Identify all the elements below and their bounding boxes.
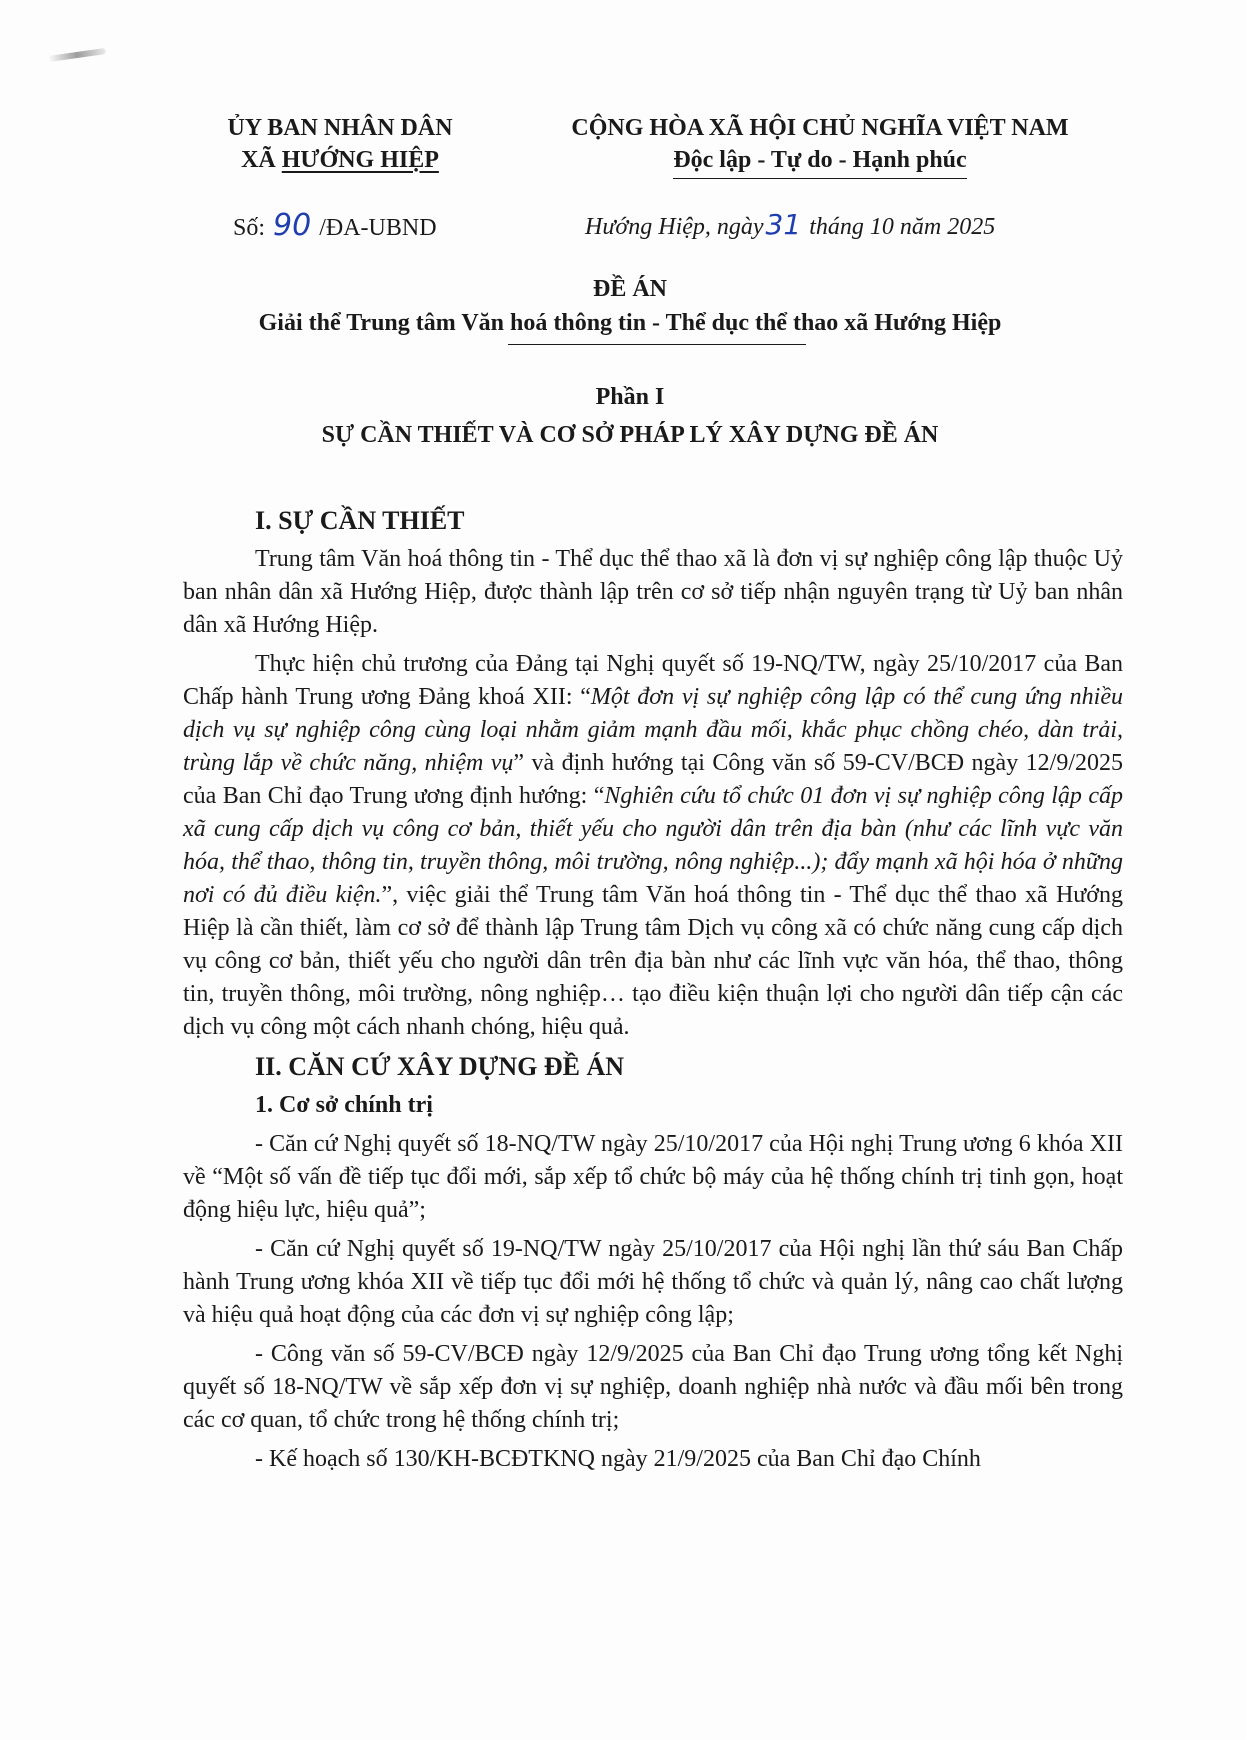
document-date: Hướng Hiệp, ngày31 tháng 10 năm 2025 xyxy=(585,208,996,241)
list-item: - Kế hoạch số 130/KH-BCĐTKNQ ngày 21/9/2025 của Ban Chỉ đạo Chính xyxy=(255,1446,981,1472)
list-item: - Công văn số 59-CV/BCĐ ngày 12/9/2025 của Ban Chỉ đạo Trung ương tổng kết Nghị quyết số 18-NQ/TW về sắp xếp đơn vị sự nghiệp, doanh nghiệp nhà nước và đầu mối bên trong các cơ quan, tổ chức trong hệ thống chính trị; xyxy=(183,1341,1123,1433)
issuing-authority xyxy=(200,112,480,176)
national-motto: Độc lập - Tự do - Hạnh phúc xyxy=(673,144,966,179)
scan-mark xyxy=(48,48,106,62)
handwritten-day: 31 xyxy=(765,208,802,241)
part-title: SỰ CẦN THIẾT VÀ CƠ SỞ PHÁP LÝ XÂY DỰNG ĐỀ ÁN xyxy=(321,422,939,448)
part-heading xyxy=(160,378,1100,454)
list-item: - Căn cứ Nghị quyết số 19-NQ/TW ngày 25/10/2017 của Hội nghị lần thứ sáu Ban Chấp hành Trung ương khóa XII về tiếp tục đổi mới hệ thống tổ chức và quản lý, nâng cao chất lượng và hiệu quả hoạt động của các đơn vị sự nghiệp công lập; xyxy=(183,1236,1123,1328)
part-label: Phần I xyxy=(595,384,665,410)
section-heading: II. CĂN CỨ XÂY DỰNG ĐỀ ÁN xyxy=(255,1052,625,1081)
national-header xyxy=(520,112,1120,179)
section-heading: I. SỰ CẦN THIẾT xyxy=(255,506,465,535)
document-body xyxy=(183,504,1123,1482)
list-item: - Căn cứ Nghị quyết số 18-NQ/TW ngày 25/10/2017 của Hội nghị Trung ương 6 khóa XII về “Một số vấn đề tiếp tục đổi mới, sắp xếp tổ chức bộ máy của hệ thống chính trị tinh gọn, hoạt động hiệu lực, hiệu quả”; xyxy=(183,1131,1123,1223)
subsection-heading: 1. Cơ sở chính trị xyxy=(255,1092,433,1118)
subtitle-underline xyxy=(508,344,806,345)
quoted-text: Một đơn vị sự nghiệp công lập có thể cung ứng nhiều dịch vụ sự nghiệp công cùng loại nhằm giảm mạnh đầu mối, khắc phục chồng chéo, dàn trải, trùng lắp về chức năng, nhiệm vụ xyxy=(183,684,1123,776)
document-title xyxy=(160,272,1100,340)
paragraph: Trung tâm Văn hoá thông tin - Thể dục thể thao xã là đơn vị sự nghiệp công lập thuộc Uỷ ban nhân dân xã Hướng Hiệp, được thành lập trên cơ sở tiếp nhận nguyên trạng từ Uỷ ban nhân dân xã Hướng Hiệp. xyxy=(183,546,1123,638)
national-title: CỘNG HÒA XÃ HỘI CHỦ NGHĨA VIỆT NAM xyxy=(571,115,1069,141)
authority-line-2: XÃ HƯỚNG HIỆP xyxy=(241,147,439,173)
paragraph: Thực hiện chủ trương của Đảng tại Nghị quyết số 19-NQ/TW, ngày 25/10/2017 của Ban Chấp hành Trung ương Đảng khoá XII: “Một đơn vị sự nghiệp công lập có thể cung ứng nhiều dịch vụ sự nghiệp công cùng loại nhằm giảm mạnh đầu mối, khắc phục chồng chéo, dàn trải, trùng lắp về chức năng, nhiệm vụ” và định hướng tại Công văn số 59-CV/BCĐ ngày 12/9/2025 của Ban Chỉ đạo Trung ương định hướng: “Nghiên cứu tổ chức 01 đơn vị sự nghiệp công lập cấp xã cung cấp dịch vụ công cơ bản, thiết yếu cho người dân trên địa bàn (như các lĩnh vực văn hóa, thể thao, thông tin, truyền thông, môi trường, nông nghiệp...); đẩy mạnh xã hội hóa ở những nơi có đủ điều kiện.”, việc giải thể Trung tâm Văn hoá thông tin - Thể dục thể thao xã Hướng Hiệp là cần thiết, làm cơ sở để thành lập Trung tâm Dịch vụ công xã có chức năng cung cấp dịch vụ công cơ bản, thiết yếu cho người dân trên địa bàn như các lĩnh vực văn hóa, thể thao, thông tin, truyền thông, môi trường, nông nghiệp… tạo điều kiện thuận lợi cho người dân tiếp cận các dịch vụ công một cách nhanh chóng, hiệu quả. xyxy=(183,651,1123,1040)
title-heading: ĐỀ ÁN xyxy=(592,276,667,302)
commune-name: HƯỚNG HIỆP xyxy=(281,147,439,173)
title-subtitle: Giải thể Trung tâm Văn hoá thông tin - Thể dục thể thao xã Hướng Hiệp xyxy=(258,310,1002,336)
handwritten-number: 90 xyxy=(273,208,312,243)
quoted-text: Nghiên cứu tổ chức 01 đơn vị sự nghiệp công lập cấp xã cung cấp dịch vụ công cơ bản, thiết yếu cho người dân trên địa bàn (như các lĩnh vực văn hóa, thể thao, thông tin, truyền thông, môi trường, nông nghiệp...); đẩy mạnh xã hội hóa ở những nơi có đủ điều kiện. xyxy=(183,783,1123,908)
authority-line-1: ỦY BAN NHÂN DÂN xyxy=(227,115,453,141)
document-number: Số: 90 /ĐA-UBND xyxy=(233,208,437,243)
